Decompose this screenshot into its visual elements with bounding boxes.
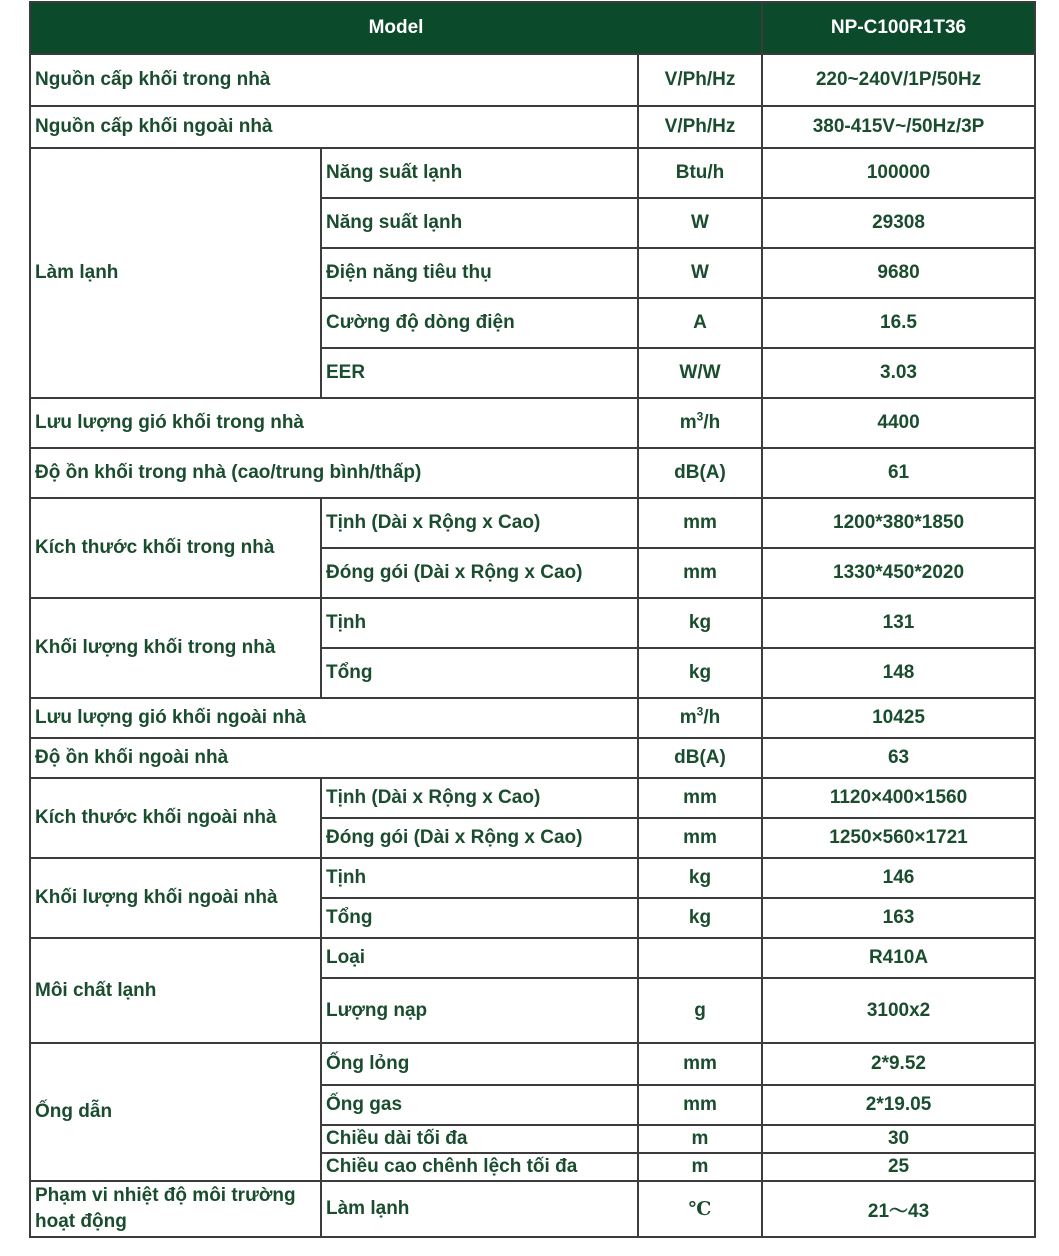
row-unit: m — [638, 1153, 762, 1181]
row-value: 4400 — [762, 398, 1035, 448]
row-value: 2*9.52 — [762, 1043, 1035, 1085]
sub-label: Đóng gói (Dài x Rộng x Cao) — [321, 818, 638, 858]
row-unit: V/Ph/Hz — [638, 54, 762, 106]
spec-table-frame — [29, 1, 1034, 1238]
row-unit: ℃ — [638, 1181, 762, 1237]
sub-label: Tịnh — [321, 858, 638, 898]
row-unit: W — [638, 198, 762, 248]
table-row — [30, 598, 1035, 648]
row-unit: kg — [638, 598, 762, 648]
sub-label: Tịnh (Dài x Rộng x Cao) — [321, 498, 638, 548]
sub-label: Lượng nạp — [321, 978, 638, 1043]
table-row — [30, 778, 1035, 818]
row-unit: kg — [638, 648, 762, 698]
sub-label: Tịnh (Dài x Rộng x Cao) — [321, 778, 638, 818]
row-label: Lưu lượng gió khối trong nhà — [30, 398, 638, 448]
group-label: Kích thước khối trong nhà — [30, 498, 321, 598]
table-row — [30, 54, 1035, 106]
row-unit: mm — [638, 1043, 762, 1085]
unit-sup: 3 — [696, 409, 704, 424]
row-unit: kg — [638, 858, 762, 898]
row-value: R410A — [762, 938, 1035, 978]
sub-label: Điện năng tiêu thụ — [321, 248, 638, 298]
table-row — [30, 106, 1035, 148]
unit-tail: /h — [703, 412, 721, 433]
unit-sup: 3 — [696, 704, 704, 719]
row-label: Nguồn cấp khối ngoài nhà — [30, 106, 638, 148]
row-value: 29308 — [762, 198, 1035, 248]
row-value: 16.5 — [762, 298, 1035, 348]
spec-table — [29, 1, 1036, 1238]
unit-tail: /h — [703, 707, 721, 728]
row-value: 1330*450*2020 — [762, 548, 1035, 598]
row-unit: Btu/h — [638, 148, 762, 198]
row-unit: dB(A) — [638, 738, 762, 778]
row-unit: mm — [638, 818, 762, 858]
row-value: 63 — [762, 738, 1035, 778]
row-value: 2*19.05 — [762, 1085, 1035, 1125]
sub-label: Làm lạnh — [321, 1181, 638, 1237]
row-unit: mm — [638, 548, 762, 598]
unit-base: m — [679, 412, 697, 433]
row-value: 61 — [762, 448, 1035, 498]
model-header-label: Model — [30, 2, 762, 54]
sub-label: Tổng — [321, 648, 638, 698]
row-label: Độ ồn khối ngoài nhà — [30, 738, 638, 778]
sub-label: Tịnh — [321, 598, 638, 648]
row-unit: mm — [638, 1085, 762, 1125]
row-unit: kg — [638, 898, 762, 938]
row-value: 1200*380*1850 — [762, 498, 1035, 548]
row-value: 3100x2 — [762, 978, 1035, 1043]
row-value: 3.03 — [762, 348, 1035, 398]
row-unit: V/Ph/Hz — [638, 106, 762, 148]
table-row — [30, 858, 1035, 898]
group-label: Khối lượng khối ngoài nhà — [30, 858, 321, 938]
row-unit: W/W — [638, 348, 762, 398]
group-label: Làm lạnh — [30, 148, 321, 398]
group-label: Phạm vi nhiệt độ môi trường hoạt động — [30, 1181, 321, 1237]
sub-label: Năng suất lạnh — [321, 148, 638, 198]
row-value: 25 — [762, 1153, 1035, 1181]
table-row — [30, 1181, 1035, 1237]
row-value: 30 — [762, 1125, 1035, 1153]
row-unit: W — [638, 248, 762, 298]
row-unit — [638, 398, 762, 448]
row-value: 1250×560×1721 — [762, 818, 1035, 858]
row-value: 148 — [762, 648, 1035, 698]
table-row — [30, 1043, 1035, 1085]
row-unit: A — [638, 298, 762, 348]
row-value: 9680 — [762, 248, 1035, 298]
row-unit — [638, 698, 762, 738]
sub-label: Chiều dài tối đa — [321, 1125, 638, 1153]
row-unit: mm — [638, 498, 762, 548]
group-label: Môi chất lạnh — [30, 938, 321, 1043]
row-label: Lưu lượng gió khối ngoài nhà — [30, 698, 638, 738]
row-label: Nguồn cấp khối trong nhà — [30, 54, 638, 106]
header-row — [30, 2, 1035, 54]
sub-label: Cường độ dòng điện — [321, 298, 638, 348]
table-row — [30, 498, 1035, 548]
row-value: 380-415V~/50Hz/3P — [762, 106, 1035, 148]
row-unit: m — [638, 1125, 762, 1153]
row-label: Độ ồn khối trong nhà (cao/trung bình/thấp) — [30, 448, 638, 498]
row-value: 163 — [762, 898, 1035, 938]
row-value: 146 — [762, 858, 1035, 898]
sub-label: Tổng — [321, 898, 638, 938]
table-row — [30, 738, 1035, 778]
row-unit: dB(A) — [638, 448, 762, 498]
row-value: 1120×400×1560 — [762, 778, 1035, 818]
sub-label: Chiều cao chênh lệch tối đa — [321, 1153, 638, 1181]
table-row — [30, 938, 1035, 978]
sub-label: Ống lỏng — [321, 1043, 638, 1085]
row-unit — [638, 938, 762, 978]
table-row — [30, 448, 1035, 498]
sub-label: Đóng gói (Dài x Rộng x Cao) — [321, 548, 638, 598]
sub-label: Năng suất lạnh — [321, 198, 638, 248]
row-value: 100000 — [762, 148, 1035, 198]
row-value: 131 — [762, 598, 1035, 648]
sub-label: Ống gas — [321, 1085, 638, 1125]
unit-base: m — [679, 707, 697, 728]
row-unit: g — [638, 978, 762, 1043]
model-header-value: NP-C100R1T36 — [762, 2, 1035, 54]
table-row — [30, 698, 1035, 738]
group-label: Khối lượng khối trong nhà — [30, 598, 321, 698]
row-value: 220~240V/1P/50Hz — [762, 54, 1035, 106]
table-row — [30, 148, 1035, 198]
row-value: 21～43 — [762, 1181, 1035, 1237]
group-label: Kích thước khối ngoài nhà — [30, 778, 321, 858]
table-row — [30, 398, 1035, 448]
sub-label: Loại — [321, 938, 638, 978]
row-unit: mm — [638, 778, 762, 818]
sub-label: EER — [321, 348, 638, 398]
row-value: 10425 — [762, 698, 1035, 738]
group-label: Ống dẫn — [30, 1043, 321, 1181]
